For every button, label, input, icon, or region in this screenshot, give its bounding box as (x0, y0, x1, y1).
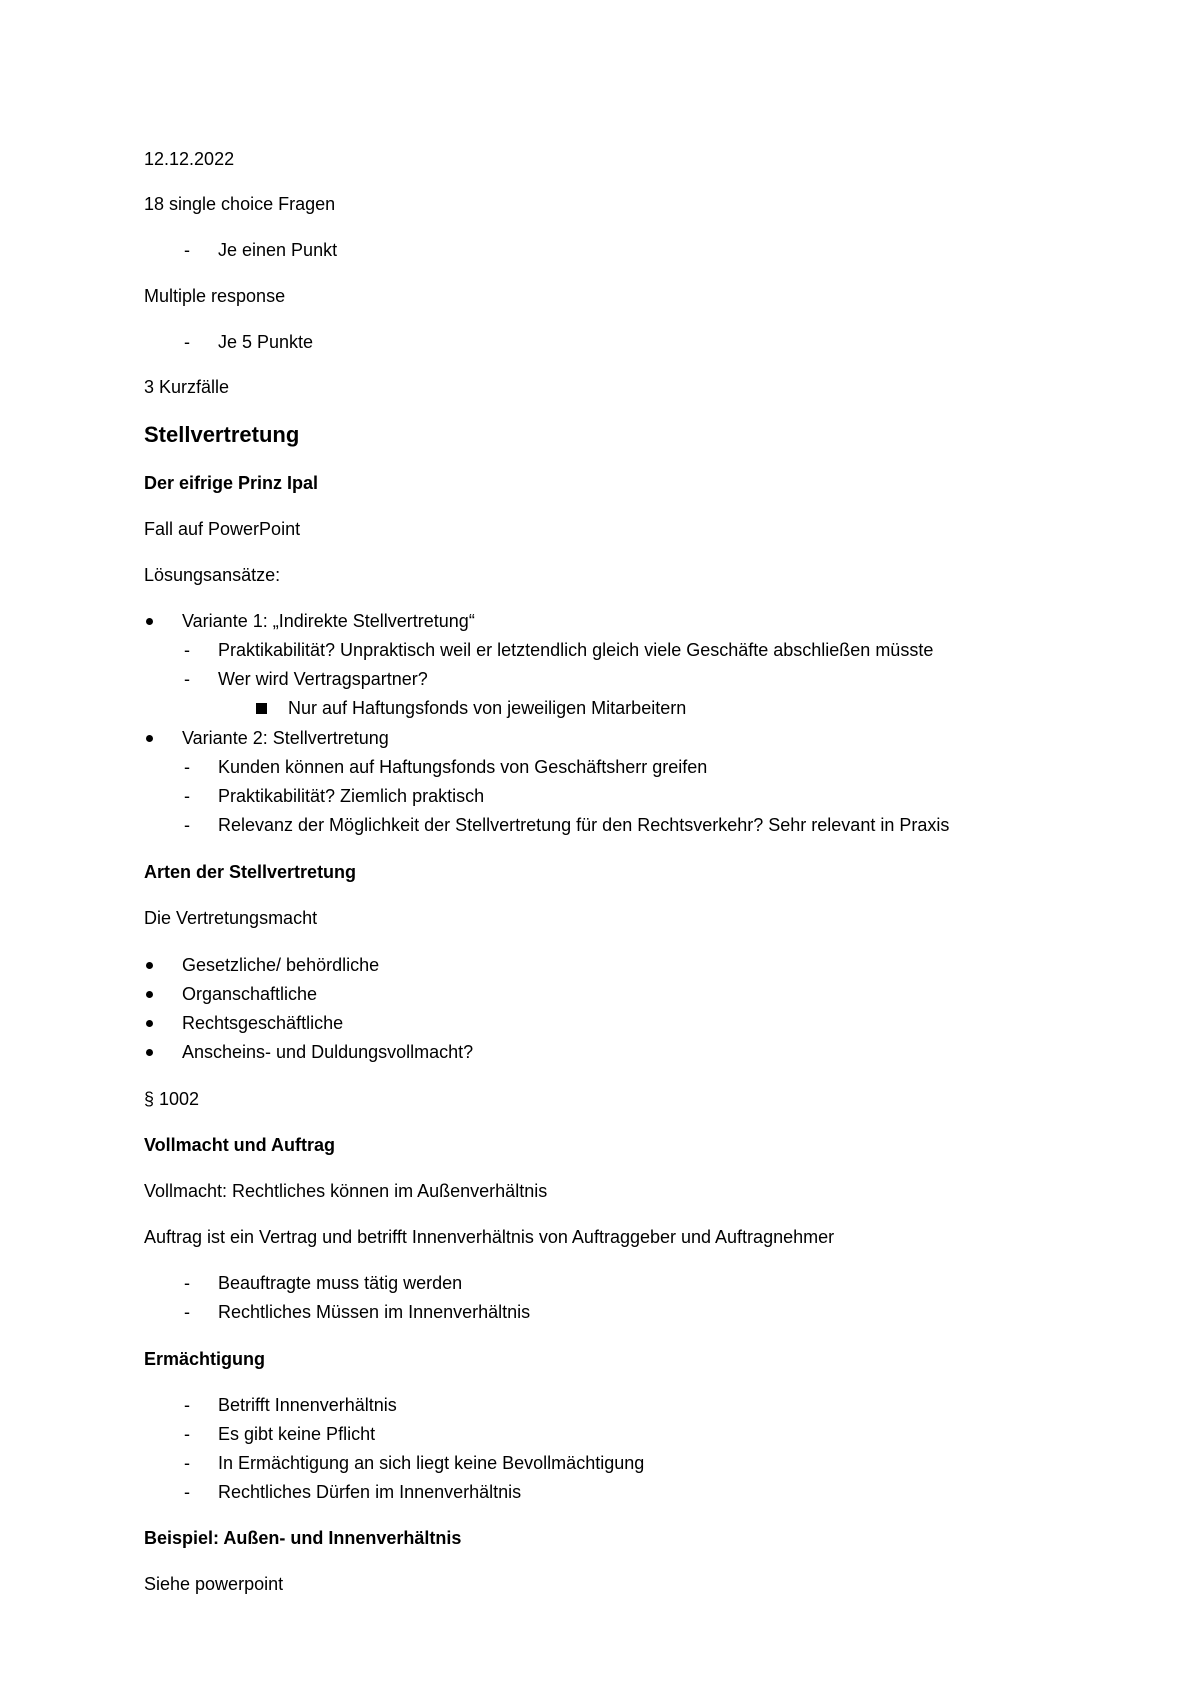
heading-vollmacht: Vollmacht und Auftrag (144, 1135, 335, 1155)
dash-item-text: Kunden können auf Haftungsfonds von Geschäftsherr greifen (218, 757, 708, 777)
bullet-text: Anscheins- und Duldungsvollmacht? (182, 1042, 474, 1062)
loesungsansaetze-line: Lösungsansätze: (144, 565, 281, 585)
dash-item (144, 1481, 1074, 1505)
heading-prinz-ipal: Der eifrige Prinz Ipal (144, 473, 319, 493)
bullet-item (144, 1041, 1074, 1065)
dash-item-text: Praktikabilität? Unpraktisch weil er letztendlich gleich viele Geschäfte abschließen müsste (218, 640, 934, 660)
bullet-item (144, 610, 1074, 634)
dash-item (144, 1423, 1074, 1447)
kurzfaelle-line: 3 Kurzfälle (144, 377, 230, 397)
heading-arten: Arten der Stellvertretung (144, 862, 357, 882)
dash-item (144, 814, 1074, 838)
dash-item (144, 756, 1074, 780)
dash-item-text: Rechtliches Dürfen im Innenverhältnis (218, 1482, 522, 1502)
bullet-item (144, 983, 1074, 1007)
vertretungsmacht-line: Die Vertretungsmacht (144, 908, 318, 928)
paragraph-ref: § 1002 (144, 1089, 200, 1109)
bullet-icon (146, 618, 153, 625)
square-bullet-text: Nur auf Haftungsfonds von jeweiligen Mitarbeitern (288, 698, 687, 718)
bullet-icon (146, 962, 153, 969)
bullet-text: Variante 1: „Indirekte Stellvertretung“ (182, 611, 475, 631)
bullet-icon (146, 735, 153, 742)
dash-item-text: Es gibt keine Pflicht (218, 1424, 376, 1444)
auftrag-text: Auftrag ist ein Vertrag und betrifft Innenverhältnis von Auftraggeber und Auftragnehmer (144, 1227, 835, 1247)
bullet-item (144, 954, 1074, 978)
bullet-text: Variante 2: Stellvertretung (182, 728, 389, 748)
dash-marker: - (184, 1482, 190, 1502)
dash-item-text: Je 5 Punkte (218, 332, 314, 352)
dash-marker: - (184, 815, 190, 835)
dash-item-text: Wer wird Vertragspartner? (218, 669, 428, 689)
dash-item-text: Betrifft Innenverhältnis (218, 1395, 397, 1415)
bullet-item (144, 727, 1074, 751)
bullet-text: Rechtsgeschäftliche (182, 1013, 344, 1033)
heading-beispiel: Beispiel: Außen- und Innenverhältnis (144, 1528, 462, 1548)
dash-item (144, 331, 1074, 355)
bullet-icon (146, 991, 153, 998)
date: 12.12.2022 (144, 149, 235, 169)
dash-marker: - (184, 1424, 190, 1444)
dash-marker: - (184, 1302, 190, 1322)
fall-line: Fall auf PowerPoint (144, 519, 301, 539)
dash-item (144, 239, 1074, 263)
dash-item (144, 639, 1074, 663)
dash-marker: - (184, 669, 190, 689)
dash-item (144, 668, 1074, 692)
dash-item (144, 1452, 1074, 1476)
siehe-line: Siehe powerpoint (144, 1574, 284, 1594)
multiple-response-line: Multiple response (144, 286, 286, 306)
bullet-text: Organschaftliche (182, 984, 318, 1004)
dash-item (144, 1394, 1074, 1418)
single-choice-line: 18 single choice Fragen (144, 194, 336, 214)
dash-marker: - (184, 1395, 190, 1415)
dash-item-text: Praktikabilität? Ziemlich praktisch (218, 786, 485, 806)
square-bullet-item (144, 697, 1074, 721)
heading-ermaechtigung: Ermächtigung (144, 1349, 266, 1369)
dash-marker: - (184, 1273, 190, 1293)
dash-item-text: Rechtliches Müssen im Innenverhältnis (218, 1302, 531, 1322)
dash-marker: - (184, 240, 190, 260)
dash-item (144, 1272, 1074, 1296)
dash-item (144, 1301, 1074, 1325)
square-bullet-icon (256, 703, 267, 714)
dash-item (144, 785, 1074, 809)
heading-stellvertretung: Stellvertretung (144, 422, 300, 447)
dash-marker: - (184, 757, 190, 777)
dash-marker: - (184, 640, 190, 660)
bullet-icon (146, 1020, 153, 1027)
dash-marker: - (184, 786, 190, 806)
dash-item-text: Beauftragte muss tätig werden (218, 1273, 463, 1293)
bullet-icon (146, 1049, 153, 1056)
vollmacht-text: Vollmacht: Rechtliches können im Außenverhältnis (144, 1181, 548, 1201)
dash-item-text: In Ermächtigung an sich liegt keine Bevollmächtigung (218, 1453, 645, 1473)
bullet-text: Gesetzliche/ behördliche (182, 955, 380, 975)
dash-item-text: Relevanz der Möglichkeit der Stellvertretung für den Rechtsverkehr? Sehr relevant in Praxis (218, 815, 950, 835)
dash-item-text: Je einen Punkt (218, 240, 338, 260)
dash-marker: - (184, 332, 190, 352)
bullet-item (144, 1012, 1074, 1036)
dash-marker: - (184, 1453, 190, 1473)
